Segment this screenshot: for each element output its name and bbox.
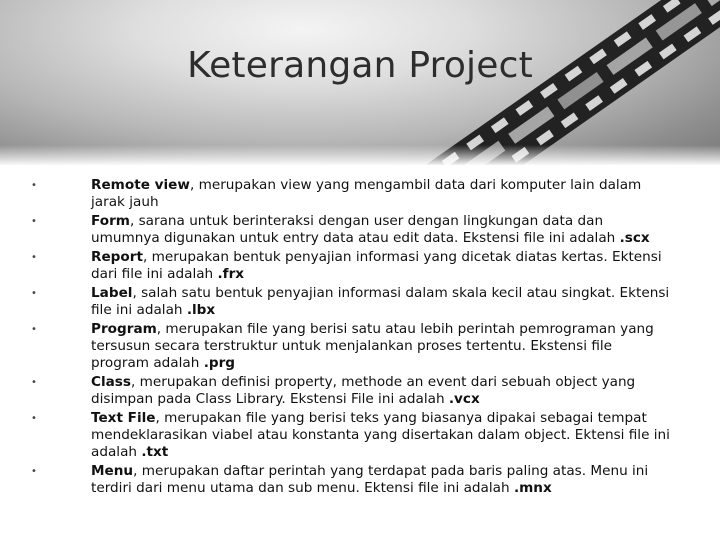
bullet-text: , merupakan file yang berisi satu atau lebih perintah pemrograman yang tersusun secara terstruktur untuk menjalankan proses tertentu. Ekstensi file program adalah: [91, 320, 654, 372]
list-item: [0, 177, 720, 211]
list-item: [0, 321, 720, 373]
bullet-text: , merupakan definisi property, methode an event dari sebuah object yang disimpan pada Class Library. Ekstensi File ini adalah: [91, 373, 636, 407]
list-item: [0, 285, 720, 319]
file-extension: .scx: [619, 230, 650, 247]
file-extension: .mnx: [513, 479, 552, 496]
file-extension: .txt: [141, 444, 169, 461]
list-item: [0, 463, 720, 497]
bullet-dot-icon: •: [31, 465, 37, 477]
bullet-dot-icon: •: [31, 287, 37, 299]
bullet-text: , merupakan file yang berisi teks yang biasanya dipakai sebagai tempat mendeklarasikan viabel atau konstanta yang disertakan dalam object. Ektensi file ini adalah: [91, 409, 670, 461]
list-item: [0, 213, 720, 247]
slide-header: [0, 0, 720, 165]
bullet-text: , merupakan view yang mengambil data dari komputer lain dalam jarak jauh: [91, 177, 642, 211]
list-item: [0, 374, 720, 408]
file-extension: .vcx: [448, 390, 480, 407]
bullet-term: Report: [91, 248, 143, 265]
bullet-text: , salah satu bentuk penyajian informasi dalam skala kecil atau singkat. Ektensi file ini adalah: [91, 284, 670, 318]
bullet-term: Form: [91, 212, 130, 229]
file-extension: .prg: [203, 355, 236, 372]
bullet-term: Remote view: [91, 177, 190, 193]
bullet-term: Text File: [91, 409, 156, 426]
bullet-list: [0, 177, 720, 499]
file-extension: .lbx: [186, 301, 216, 318]
bullet-term: Program: [91, 320, 157, 337]
list-item: [0, 410, 720, 462]
bullet-text: , sarana untuk berinteraksi dengan user dengan lingkungan data dan umumnya digunakan untuk entry data atau edit data. Ekstensi file ini adalah: [91, 212, 620, 247]
bullet-text: , merupakan daftar perintah yang terdapat pada baris paling atas. Menu ini terdiri dari menu utama dan sub menu. Ektensi file ini adalah: [91, 462, 649, 496]
bullet-term: Menu: [91, 462, 134, 479]
bullet-term: Label: [91, 284, 133, 301]
bullet-dot-icon: •: [31, 412, 37, 424]
bullet-dot-icon: •: [31, 376, 37, 388]
list-item: [0, 249, 720, 283]
file-extension: .frx: [217, 266, 245, 283]
bullet-dot-icon: •: [31, 251, 37, 263]
bullet-dot-icon: •: [31, 180, 37, 191]
bullet-text: , merupakan bentuk penyajian informasi yang dicetak diatas kertas. Ektensi dari file ini adalah: [91, 248, 662, 283]
page-title: Keterangan Project: [187, 45, 533, 86]
bullet-term: Class: [91, 373, 131, 390]
bullet-dot-icon: •: [31, 215, 37, 227]
bullet-dot-icon: •: [31, 323, 37, 335]
